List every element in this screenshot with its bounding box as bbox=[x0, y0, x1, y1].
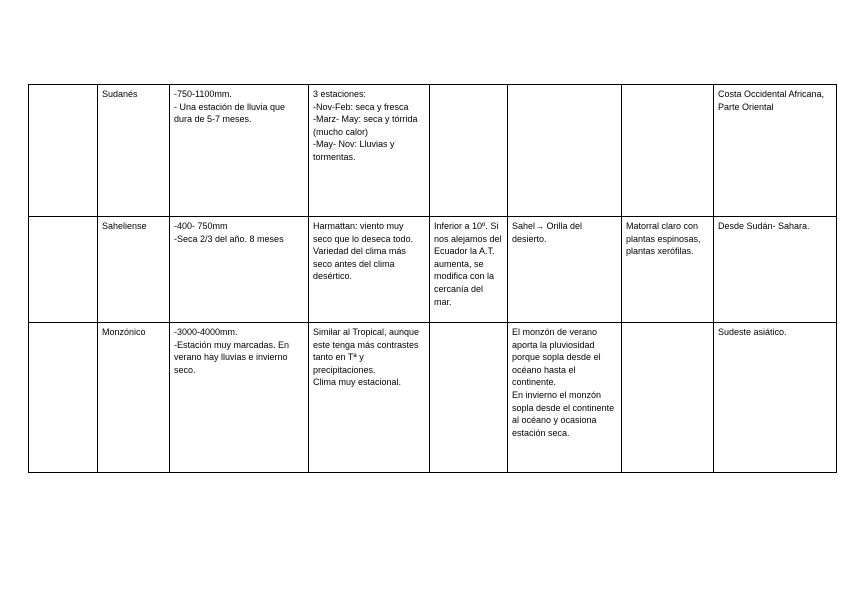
table-row bbox=[29, 323, 837, 473]
table-row bbox=[29, 85, 837, 217]
climate-name-cell: Sudanés bbox=[98, 85, 170, 217]
vegetation-cell bbox=[622, 85, 714, 217]
empty-cell bbox=[29, 323, 98, 473]
precipitation-cell: -3000-4000mm. -Estación muy marcadas. En verano hay lluvias e invierno seco. bbox=[170, 323, 309, 473]
location-cell: Desde Sudán- Sahara. bbox=[714, 217, 837, 323]
temperature-cell bbox=[430, 323, 508, 473]
temperature-cell bbox=[430, 85, 508, 217]
climate-name-cell: Saheliense bbox=[98, 217, 170, 323]
seasons-cell: 3 estaciones: -Nov-Feb: seca y fresca -Marz- May: seca y tórrida (mucho calor) -May- Nov: Lluvias y tormentas. bbox=[309, 85, 430, 217]
empty-cell bbox=[29, 217, 98, 323]
precipitation-cell: -750-1100mm. - Una estación de lluvia que dura de 5-7 meses. bbox=[170, 85, 309, 217]
seasons-cell: Similar al Tropical, aunque este tenga más contrastes tanto en Tª y precipitaciones. Clima muy estacional. bbox=[309, 323, 430, 473]
location-cell: Costa Occidental Africana, Parte Oriental bbox=[714, 85, 837, 217]
vegetation-cell: Matorral claro con plantas espinosas, plantas xerófilas. bbox=[622, 217, 714, 323]
seasons-cell: Harmattan: viento muy seco que lo deseca todo. Variedad del clima más seco antes del clima desértico. bbox=[309, 217, 430, 323]
landscape-cell: Sahel→ Orilla del desierto. bbox=[508, 217, 622, 323]
climate-table bbox=[28, 84, 837, 473]
vegetation-cell bbox=[622, 323, 714, 473]
location-cell: Sudeste asiático. bbox=[714, 323, 837, 473]
landscape-cell: El monzón de verano aporta la pluviosidad porque sopla desde el océano hasta el continente. En invierno el monzón sopla desde el continente al océano y ocasiona estación seca. bbox=[508, 323, 622, 473]
precipitation-cell: -400- 750mm -Seca 2/3 del año. 8 meses bbox=[170, 217, 309, 323]
temperature-cell: Inferior a 10º. Si nos alejamos del Ecuador la A.T. aumenta, se modifica con la cercanía del mar. bbox=[430, 217, 508, 323]
empty-cell bbox=[29, 85, 98, 217]
climate-name-cell: Monzónico bbox=[98, 323, 170, 473]
table-row bbox=[29, 217, 837, 323]
landscape-cell bbox=[508, 85, 622, 217]
